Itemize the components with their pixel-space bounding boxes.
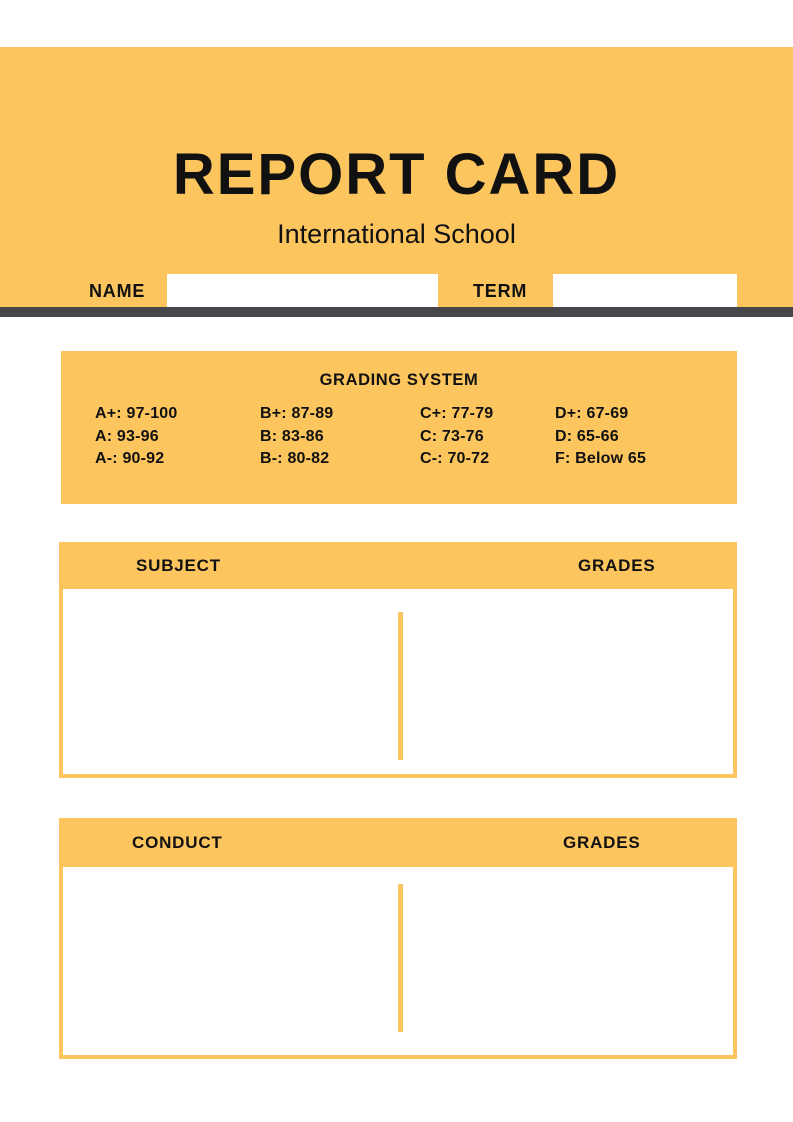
page-title: REPORT CARD (172, 142, 621, 207)
term-label: TERM (473, 281, 528, 301)
grades-header-label: GRADES (563, 832, 641, 852)
conduct-table-header (59, 818, 737, 867)
header-separator-bar (0, 307, 793, 317)
grade-item: C: 73-76 (420, 427, 484, 445)
term-input[interactable] (553, 274, 737, 307)
subject-table-body (59, 589, 737, 778)
grade-item: A+: 97-100 (95, 405, 178, 422)
grades-column-header (399, 556, 656, 576)
conduct-table-body (59, 867, 737, 1059)
header-band (0, 47, 793, 307)
grading-system-title: GRADING SYSTEM (319, 371, 479, 389)
subject-column-header (59, 556, 399, 576)
grade-item: C-: 70-72 (420, 450, 490, 467)
conduct-header-label: CONDUCT (132, 832, 223, 852)
conduct-grades-entries-area[interactable] (403, 867, 733, 1055)
grade-item: D: 65-66 (555, 427, 619, 445)
conduct-column-header (59, 833, 399, 853)
name-input[interactable] (167, 274, 438, 308)
grade-item: A-: 90-92 (95, 450, 165, 467)
grades-column-header (399, 833, 641, 853)
subject-table (59, 542, 737, 778)
grade-item: F: Below 65 (555, 450, 647, 467)
grade-item: B-: 80-82 (260, 450, 330, 467)
grade-item: C+: 77-79 (420, 405, 494, 422)
grade-item: B+: 87-89 (260, 405, 334, 422)
subject-header-label: SUBJECT (136, 555, 221, 575)
subject-entries-area[interactable] (63, 589, 398, 774)
grading-grid (95, 403, 721, 471)
name-label: NAME (89, 281, 146, 301)
conduct-entries-area[interactable] (63, 867, 398, 1055)
grade-item: D+: 67-69 (555, 405, 629, 422)
school-subtitle: International School (277, 219, 516, 249)
grades-header-label: GRADES (578, 555, 656, 575)
subject-table-header (59, 542, 737, 589)
grading-system-box (61, 351, 737, 504)
conduct-table (59, 818, 737, 1059)
grade-item: A: 93-96 (95, 427, 159, 445)
grade-item: B: 83-86 (260, 427, 324, 445)
subject-grades-entries-area[interactable] (403, 589, 733, 774)
